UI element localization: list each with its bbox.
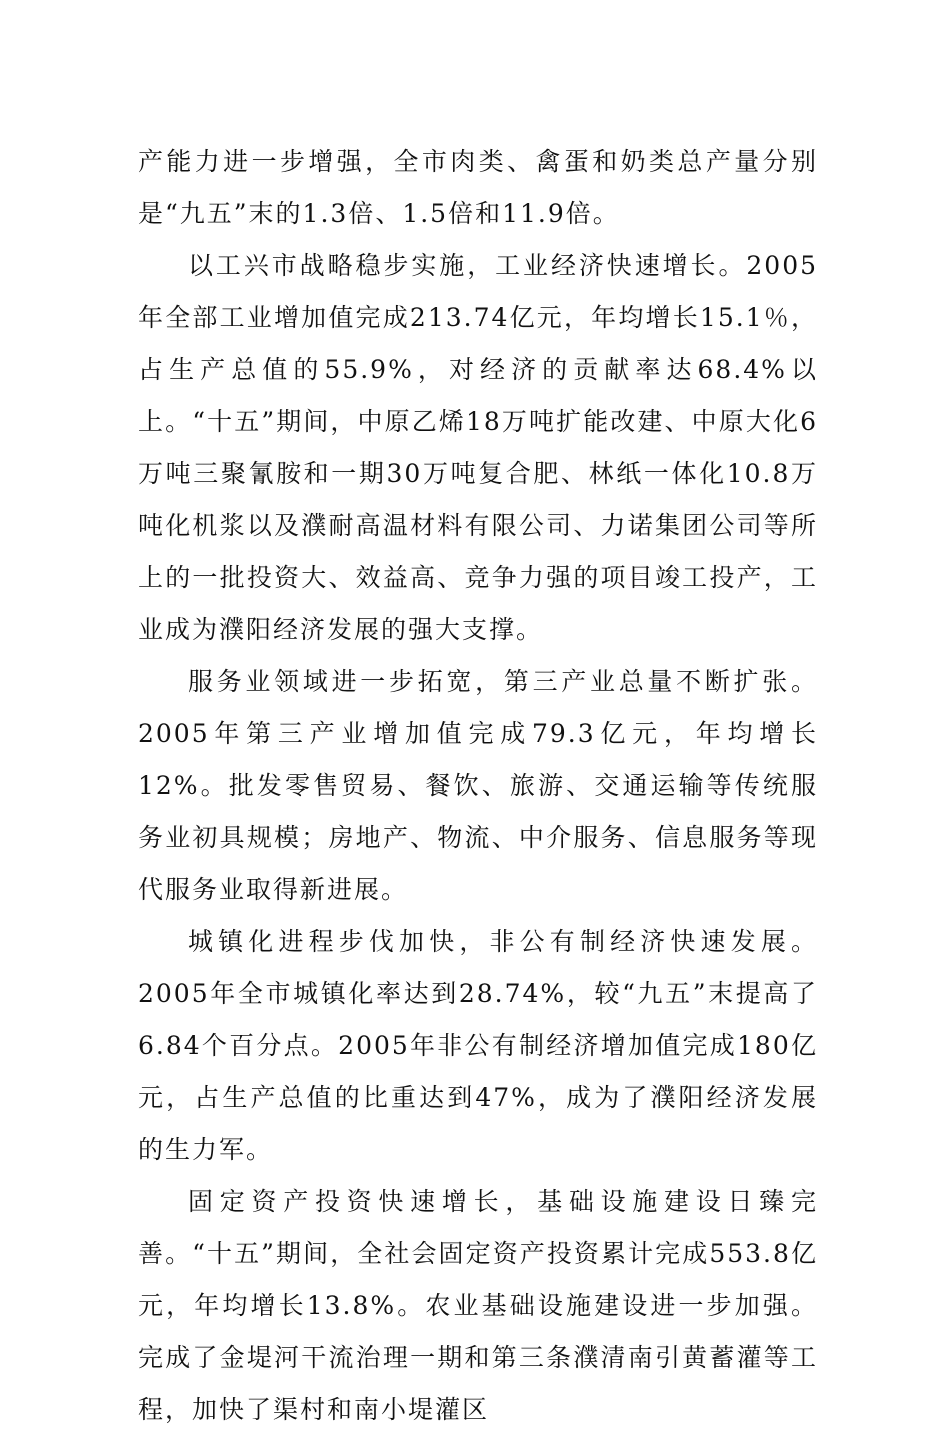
paragraph-services: 服务业领域进一步拓宽，第三产业总量不断扩张。2005年第三产业增加值完成79.3亿元，年均增长12%。批发零售贸易、餐饮、旅游、交通运输等传统服务业初具规模；房地产、物流、中介服务、信息服务等现代服务业取得新进展。 (138, 667, 818, 904)
paragraph-industry: 以工兴市战略稳步实施，工业经济快速增长。2005年全部工业增加值完成213.74亿元，年均增长15.1％，占生产总值的55.9%，对经济的贡献率达68.4%以上。“十五”期间，中原乙烯18万吨扩能改建、中原大化6万吨三聚氰胺和一期30万吨复合肥、林纸一体化10.8万吨化机浆以及濮耐高温材料有限公司、力诺集团公司等所上的一批投资大、效益高、竞争力强的项目竣工投产，工业成为濮阳经济发展的强大支撑。 (138, 251, 818, 644)
paragraph-urbanization: 城镇化进程步伐加快，非公有制经济快速发展。2005年全市城镇化率达到28.74%，较“九五”末提高了6.84个百分点。2005年非公有制经济增加值完成180亿元，占生产总值的比重达到47%，成为了濮阳经济发展的生力军。 (138, 927, 818, 1164)
paragraph-continued: 产能力进一步增强，全市肉类、禽蛋和奶类总产量分别是“九五”末的1.3倍、1.5倍和11.9倍。 (138, 147, 818, 228)
body-text (138, 136, 818, 1436)
paragraph-investment: 固定资产投资快速增长，基础设施建设日臻完善。“十五”期间，全社会固定资产投资累计完成553.8亿元，年均增长13.8%。农业基础设施建设进一步加强。完成了金堤河干流治理一期和第三条濮清南引黄蓄灌等工程，加快了渠村和南小堤灌区 (138, 1187, 818, 1424)
